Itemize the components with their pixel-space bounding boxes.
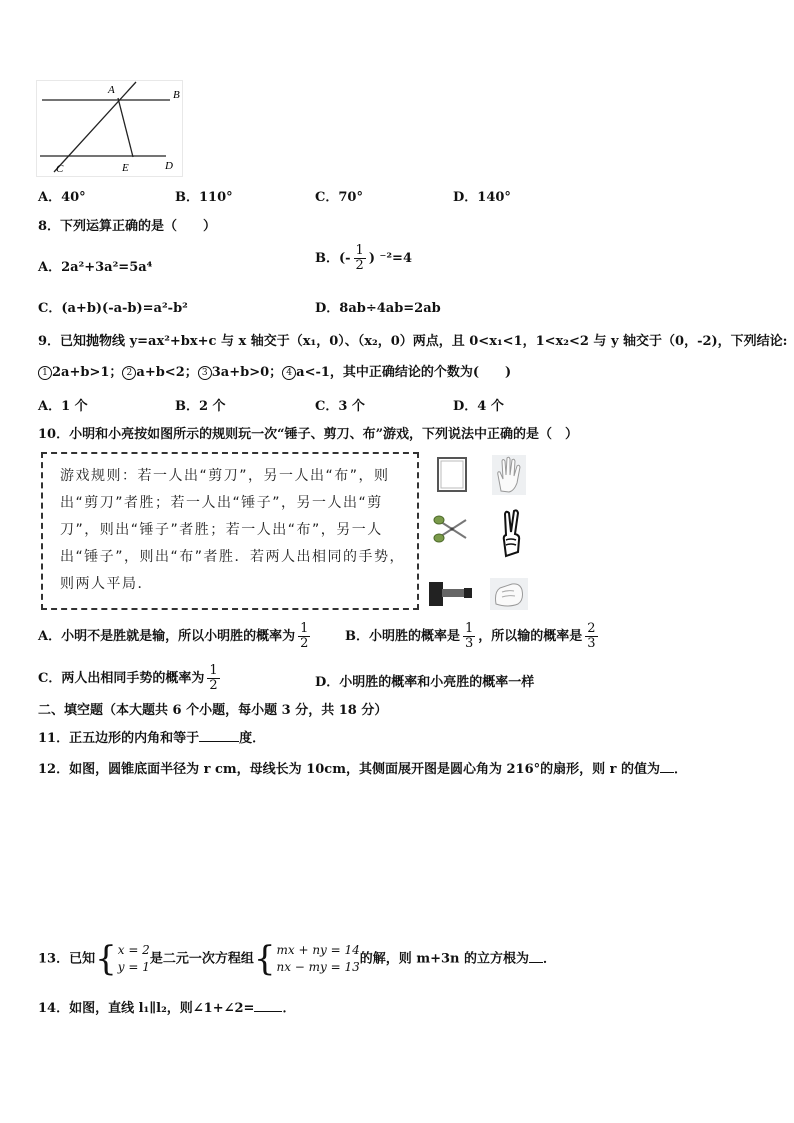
q9-statement-2: a+b<2； bbox=[136, 365, 198, 380]
label-d: D bbox=[165, 160, 173, 172]
q7-option-c: C．70° bbox=[315, 190, 363, 205]
q9-statement-4: a<-1，其中正确结论的个数为( ) bbox=[296, 365, 512, 380]
hammer-icon bbox=[428, 576, 474, 610]
q14-answer-blank[interactable] bbox=[254, 999, 282, 1012]
q14 bbox=[38, 999, 295, 1018]
label-a: A bbox=[108, 84, 115, 96]
q9-circle-3: 3 bbox=[198, 366, 212, 380]
q8-b-prefix: B．(- bbox=[315, 251, 351, 266]
q10-a-text: A．小明不是胜就是输，所以小明胜的概率为 bbox=[38, 629, 296, 644]
q12-suffix: ． bbox=[674, 762, 688, 777]
q14-suffix: ． bbox=[282, 1001, 296, 1016]
q7-option-d: D．140° bbox=[453, 190, 511, 205]
q8-stem: 8．下列运算正确的是（ ） bbox=[38, 219, 217, 234]
q13-solution-system: { x = 2 y = 1 bbox=[95, 939, 150, 979]
q9-option-a: A．1 个 bbox=[38, 399, 88, 414]
victory-hand-icon bbox=[496, 508, 526, 558]
q9-circle-1: 1 bbox=[38, 366, 52, 380]
q10-option-d: D．小明胜的概率和小亮胜的概率一样 bbox=[315, 675, 535, 690]
q10-b-fraction-2 bbox=[585, 622, 597, 651]
q11-suffix: 度． bbox=[239, 731, 266, 746]
q9-option-c: C．3 个 bbox=[315, 399, 365, 414]
q9-option-d: D．4 个 bbox=[453, 399, 504, 414]
q13-equation-2: nx − my = 13 bbox=[276, 960, 360, 974]
segment-ae bbox=[118, 98, 133, 157]
scissors-icon bbox=[432, 512, 472, 546]
q8-option-b bbox=[315, 244, 412, 273]
q8-option-d: D．8ab÷4ab=2ab bbox=[315, 301, 441, 316]
q9-statement-3: 3a+b>0； bbox=[211, 365, 283, 380]
q13-mid-text: 是二元一次方程组 bbox=[149, 951, 254, 967]
q13-y-value: y = 1 bbox=[117, 960, 150, 974]
q10-option-b bbox=[345, 622, 601, 651]
q8-b-fraction bbox=[354, 244, 366, 273]
q9-statements bbox=[38, 364, 511, 382]
q13-equation-system: { mx + ny = 14 nx − my = 13 bbox=[253, 939, 360, 979]
q10-b-denominator-2: 3 bbox=[587, 636, 596, 651]
q12-answer-blank[interactable] bbox=[660, 760, 674, 773]
fist-icon bbox=[490, 578, 528, 610]
q13-end: ． bbox=[543, 951, 557, 967]
q12-text: 12．如图，圆锥底面半径为 r cm，母线长为 10cm，其侧面展开图是圆心角为 216°的扇形，则 r 的值为 bbox=[38, 762, 661, 777]
q9-circle-2: 2 bbox=[122, 366, 136, 380]
q10-b-text: B．小明胜的概率是 bbox=[345, 629, 460, 644]
q10-stem: 10．小明和小亮按如图所示的规则玩一次“锤子、剪刀、布”游戏，下列说法中正确的是（ ） bbox=[38, 427, 579, 442]
q13-answer-blank[interactable] bbox=[529, 950, 543, 963]
q11 bbox=[38, 729, 265, 748]
label-e: E bbox=[122, 162, 129, 174]
label-c: C bbox=[56, 163, 64, 175]
q10-a-fraction bbox=[298, 622, 310, 651]
q12 bbox=[38, 760, 687, 779]
q10-option-a bbox=[38, 622, 313, 651]
q13 bbox=[38, 939, 557, 979]
q10-b-numerator-2: 2 bbox=[587, 621, 596, 636]
q7-option-a: A．40° bbox=[38, 190, 86, 205]
paper-card-icon bbox=[436, 456, 470, 494]
q13-suffix-text: 的解，则 m+3n 的立方根为 bbox=[359, 951, 529, 967]
q13-equation-1: mx + ny = 14 bbox=[276, 943, 360, 957]
section-title-fill-blank: 二、填空题（本大题共 6 个小题，每小题 3 分，共 18 分） bbox=[38, 703, 388, 718]
label-b: B bbox=[173, 89, 180, 101]
q9-circle-4: 4 bbox=[282, 366, 296, 380]
q10-c-denominator: 2 bbox=[209, 678, 218, 693]
q10-a-denominator: 2 bbox=[300, 636, 309, 651]
q8-b-denominator: 2 bbox=[355, 258, 364, 273]
q8-b-numerator: 1 bbox=[355, 243, 364, 258]
q10-c-numerator: 1 bbox=[209, 663, 218, 678]
q7-option-b: B．110° bbox=[175, 190, 233, 205]
q10-c-fraction bbox=[207, 664, 219, 693]
angle-figure-q7 bbox=[36, 80, 186, 178]
q14-text: 14．如图，直线 l₁∥l₂，则∠1+∠2= bbox=[38, 1001, 255, 1016]
q10-b-mid-text: ，所以输的概率是 bbox=[478, 629, 583, 644]
q8-option-a: A．2a²+3a²=5a⁴ bbox=[38, 260, 153, 275]
q10-b-denominator-1: 3 bbox=[465, 636, 474, 651]
q9-statement-1: 2a+b>1； bbox=[52, 365, 123, 380]
q10-c-text: C．两人出相同手势的概率为 bbox=[38, 671, 205, 686]
q11-answer-blank[interactable] bbox=[199, 729, 239, 742]
q9-option-b: B．2 个 bbox=[175, 399, 226, 414]
q13-x-value: x = 2 bbox=[117, 943, 150, 957]
q8-option-c: C．(a+b)(-a-b)=a²-b² bbox=[38, 301, 188, 316]
q10-a-numerator: 1 bbox=[300, 621, 309, 636]
q9-stem: 9．已知抛物线 y=ax²+bx+c 与 x 轴交于（x₁，0）、（x₂，0）两点，且 0<x₁<1，1<x₂<2 与 y 轴交于（0，-2)，下列结论: bbox=[38, 334, 788, 349]
q10-b-fraction-1 bbox=[463, 622, 475, 651]
game-rules-text: 游戏规则：若一人出“剪刀”，另一人出“布”，则出“剪刀”者胜；若一人出“锤子”，另一人出“剪刀”，则出“锤子”者胜；若一人出“布”，另一人出“锤子”，则出“布”者胜．若两人出相同的手势，则两人平局． bbox=[60, 468, 406, 592]
q10-b-numerator-1: 1 bbox=[465, 621, 474, 636]
transversal-line bbox=[54, 82, 136, 172]
q10-option-c bbox=[38, 664, 223, 693]
open-hand-icon bbox=[492, 455, 526, 495]
q8-b-suffix: ) ⁻²=4 bbox=[368, 251, 412, 266]
q13-prefix: 13．已知 bbox=[38, 951, 96, 967]
q11-text: 11．正五边形的内角和等于 bbox=[38, 731, 200, 746]
